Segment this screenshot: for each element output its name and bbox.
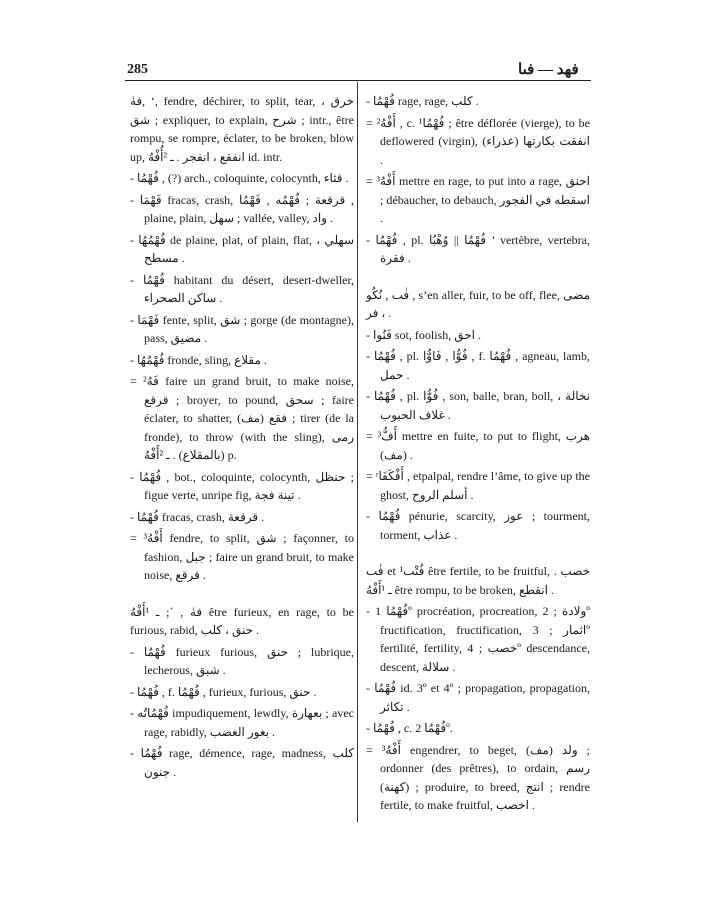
dictionary-entry: - فُهْمُا habitant du désert, desert-dweller, ساكن الصحراء . (130, 272, 354, 305)
dictionary-root-entry: فٰٮ , نُكُو , s’en aller, fuir, to be off, flee, مضى ، فر . (366, 287, 591, 320)
column-divider (357, 82, 358, 822)
left-column (130, 92, 354, 784)
dictionary-entry: - فُهْمُا pénurie, scarcity, عوز ; tourment, torment, عذاب . (366, 509, 590, 542)
dictionary-entry: - فُهْمُا , pl. فُوُّا , son, balle, bran, boll, نخالة ، غلاف الحبوب . (366, 389, 590, 422)
dictionary-entry: - فُهْمُا , pl. فُوُّا , فَاوُّا , f. فُهْمُا , agneau, lamb, حمل . (366, 349, 591, 382)
dictionary-entry: - فُهْمُا , pl. فُهْمُا || وُهْبُا ’ vertèbre, vertebra, فقرة . (366, 232, 590, 265)
running-head: فهد — فىا (518, 62, 579, 78)
dictionary-entry: - فُهْمُاتُه impudiquement, lewdly, بعهارة ; avec rage, rabidly, بغور الغضب . (130, 706, 355, 739)
dictionary-root-entry: فهٰ , ´; ـ ¹أَفْهُ être furieux, en rage, to be furious, rabid, حنق ، كلب . (130, 604, 354, 637)
dictionary-entry: - فُهْمُا rage, rage, كلب . (366, 94, 479, 108)
dictionary-entry: = ʳأَفْكَفَا , etpalpal, rendre l’âme, to give up the ghost, أسلم الروح . (366, 469, 591, 502)
dictionary-entry: = ²فَهُ faire un grand bruit, to make noise, قرقع ; broyer, to pound, سحق ; faire éclater, to shatter, فقع (مف) ; tirer (de la fronde), to throw (with the sling), رمى (بالمقلاع) . ـ ²أَفْهُ p. (130, 374, 354, 462)
dictionary-entry: - فُهْمُهُا de plaine, plat, of plain, flat, سهلي ، مسطح . (130, 232, 354, 265)
dictionary-entry: - فُهْمُا id. 3º et 4º ; propagation, propagation, تكاثر . (366, 681, 590, 714)
dictionary-entry: = ²أَفْهُ , c. ¹فُهْمُا ; être déflorée (vierge), to be deflowered (virgin), انفقت بكارتها (عذراء) . (366, 115, 590, 167)
right-column (366, 92, 590, 818)
header-rule (125, 80, 591, 81)
dictionary-root-entry: فهٰ, ‘, fendre, déchirer, to split, tear, خرق ، شق ; expliquer, to explain, شرح ; intr., être rompu, se rompre, éclater, to be broken, blow up, انفقع ، انفجر . ـ ²أُفْهُ id. intr. (130, 94, 354, 164)
dictionary-entry: = ³أَفْهُ mettre en rage, to put into a rage, احنق ; débaucher, to debauch, اسقطه في الفجور . (366, 174, 590, 225)
dictionary-entry: = ³أَفُّ mettre en fuite, to put to flight, هرب (مف) . (366, 429, 590, 462)
dictionary-entry: - فَنُوا sot, foolish, احق . (366, 327, 481, 342)
dictionary-entry: - فُهْمُا rage, démence, rage, madness, كلب جنون . (130, 746, 354, 779)
dictionary-entry: - فُهْمُا , bot., coloquinte, colocynth, حنظل ; figue verte, unripe fig, تينة فجة . (130, 469, 354, 502)
page-number: 285 (127, 62, 148, 77)
dictionary-entry: - فُهْمُا furieux furious, حنق ; lubrique, lecherous, شبق . (130, 644, 355, 677)
dictionary-entry: - فُهْمُا , c. فُهْمُا 2º. (366, 721, 453, 735)
dictionary-entry: - فُهْمُا , (?) arch., coloquinte, colocynth, قثاء . (130, 171, 349, 185)
dictionary-entry: - فَهْمَا fracas, crash, قرقعة ; فُهْمُه , فَهْمُا , plaine, plain, سهل ; vallée, valley, واد . (130, 192, 354, 225)
dictionary-entry: - فُهْمُا fracas, crash, قرقعة . (130, 509, 265, 524)
dictionary-entry: - فَهْمَا fente, split, شق ; gorge (de montagne), pass, مضيق . (130, 312, 355, 345)
dictionary-entry: = ³أَفْهُ fendre, to split, شق ; façonner, to fashion, جبل ; faire un grand bruit, to make noise, قرقع . (130, 531, 355, 582)
dictionary-entry: = ³أَفْهُ engendrer, to beget, ولد (مف) ; ordonner (des prêtres), to ordain, رسم (كهنة) ; produire, to breed, انتج ; rendre fertile, to make fruitful, اخصب . (366, 742, 591, 812)
dictionary-entry: - فُهْمُا 1º procréation, procreation, ولادة ; 2º fructification, fructification, اثمار ; 3º fertilité, fertility, خصب ; 4º descendance, descent, سلالة . (366, 604, 590, 674)
dictionary-root-entry: فٰٮ et ¹فُتْٮ être fertile, to be fruitful, خصب . ـ ¹أَفْهُ être rompu, to be broken, انقطع . (366, 564, 591, 597)
dictionary-entry: - فُهْمُا , f. فُهْمُا , furieux, furious, حنق . (130, 684, 317, 699)
dictionary-entry: - فُهْمُهُا fronde, sling, مقلاع . (130, 352, 267, 367)
